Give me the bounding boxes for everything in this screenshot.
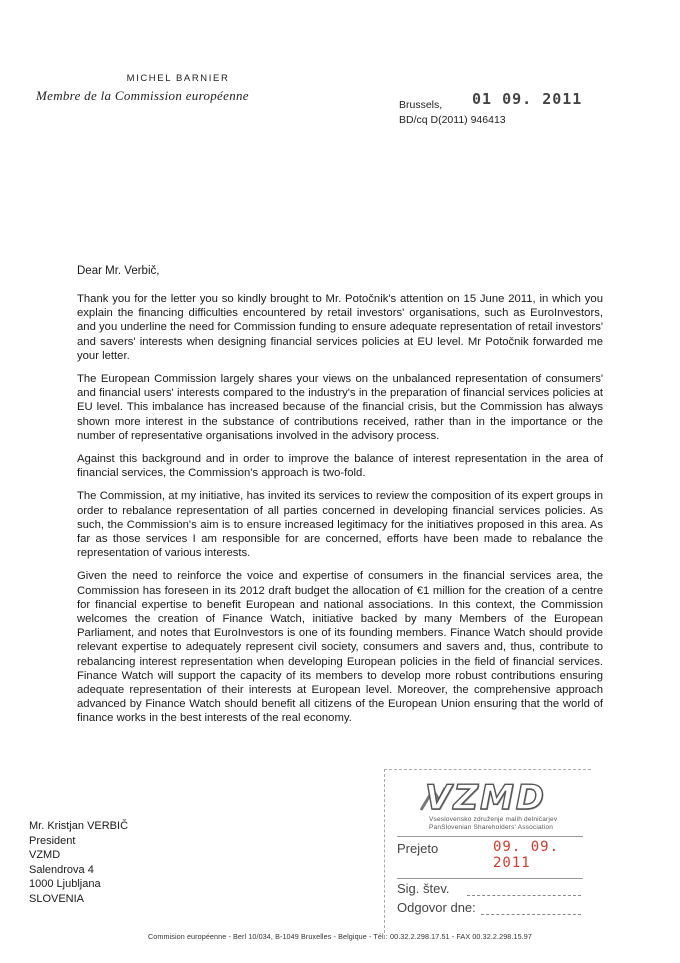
recipient-line: VZMD [29, 849, 61, 862]
reference-number: BD/cq D(2011) 946413 [399, 114, 506, 126]
stamp-divider [397, 836, 583, 837]
recipient-address [29, 819, 128, 907]
receipt-stamp [384, 769, 591, 938]
paragraph: Thank you for the letter you so kindly brought to Mr. Potočnik's attention on 15 June 2011, in which you explain the financing difficulties encountered by retail investors' organisations, such as EuroInvestors, and you underline the need for Commission funding to ensure adequate representation of retail investors' and savers' interests when designing financial services policies at EU level. Mr Potočnik forwarded me your letter. [77, 293, 603, 362]
recipient-line: President [29, 834, 76, 847]
letter-body [77, 292, 603, 735]
sig-field-line [467, 895, 581, 896]
date-stamp: 01 09. 2011 [472, 90, 583, 108]
paragraph: Against this background and in order to improve the balance of interest representation in the area of financial services, the Commission's approach is two-fold. [77, 453, 603, 480]
sig-label: Sig. štev. [397, 881, 450, 896]
reply-field-line [481, 914, 581, 915]
recipient-line: Salendrova 4 [29, 863, 94, 876]
stamp-subtitle [429, 816, 557, 832]
recipient-line: 1000 Ljubljana [29, 878, 101, 891]
stamp-subtitle-line: PanSlovenian Shareholders' Association [429, 824, 554, 831]
stamp-logo: VZMD [425, 778, 547, 818]
received-date: 09. 09. 2011 [493, 839, 560, 871]
recipient-line: Mr. Kristjan VERBIČ [29, 820, 129, 832]
reply-label: Odgovor dne: [397, 900, 476, 915]
paragraph: Given the need to reinforce the voice and expertise of consumers in the financial services area, the Commission has foreseen in its 2012 draft budget the allocation of €1 million for the creation of a centre for financial expertise to benefit European and national associations. In this context, the Commission welcomes the creation of Finance Watch, initiative backed by many Members of the European Parliament, and notes that EuroInvestors is one of its founding members. Finance Watch should provide relevant expertise to adequately represent civil society, consumers and savers and, thus, contribute to rebalancing interest representation when developing European policies in the field of financial services. Finance Watch will support the capacity of its members to develop more robust contributions ensuring adequate representation of their interests at European level. Moreover, the comprehensive approach advanced by Finance Watch should benefit all citizens of the European Union ensuring that the world of finance works in the best interests of the real economy. [77, 570, 603, 725]
paragraph: The Commission, at my initiative, has invited its services to review the composition of its expert groups in order to rebalance representation of all parties concerned in developing financial services policies. As such, the Commission's aim is to ensure increased legitimacy for the initiatives proposed in this area. As far as those services I am responsible for are concerned, efforts have been made to rebalance the representation of various interests. [77, 490, 603, 560]
place-label: Brussels, [399, 99, 443, 111]
recipient-line: SLOVENIA [29, 892, 85, 905]
sender-name: MICHEL BARNIER [126, 73, 230, 84]
received-label: Prejeto [397, 841, 439, 856]
stamp-divider [397, 878, 583, 879]
greeting: Dear Mr. Verbič, [77, 265, 160, 277]
paragraph: The European Commission largely shares your views on the unbalanced representation of consumers' and financial users' interests compared to the industry's in the preparation of financial services policies at EU level. This imbalance has increased because of the financial crisis, but the Commission has always shown more interest in the substance of contributions received, rather than in the importance or the number of representative organisations involved in the advisory process. [77, 373, 603, 442]
sender-role: Membre de la Commission européenne [36, 88, 249, 103]
footer-address: Commision européenne - Berl 10/034, B-1049 Bruxelles - Belgique - Tél.: 00.32.2.298.17.51 - FAX 00.32.2.298.15.97 [148, 932, 532, 941]
stamp-subtitle-line: Vseslovensko združenje malih delničarjev [429, 816, 558, 823]
